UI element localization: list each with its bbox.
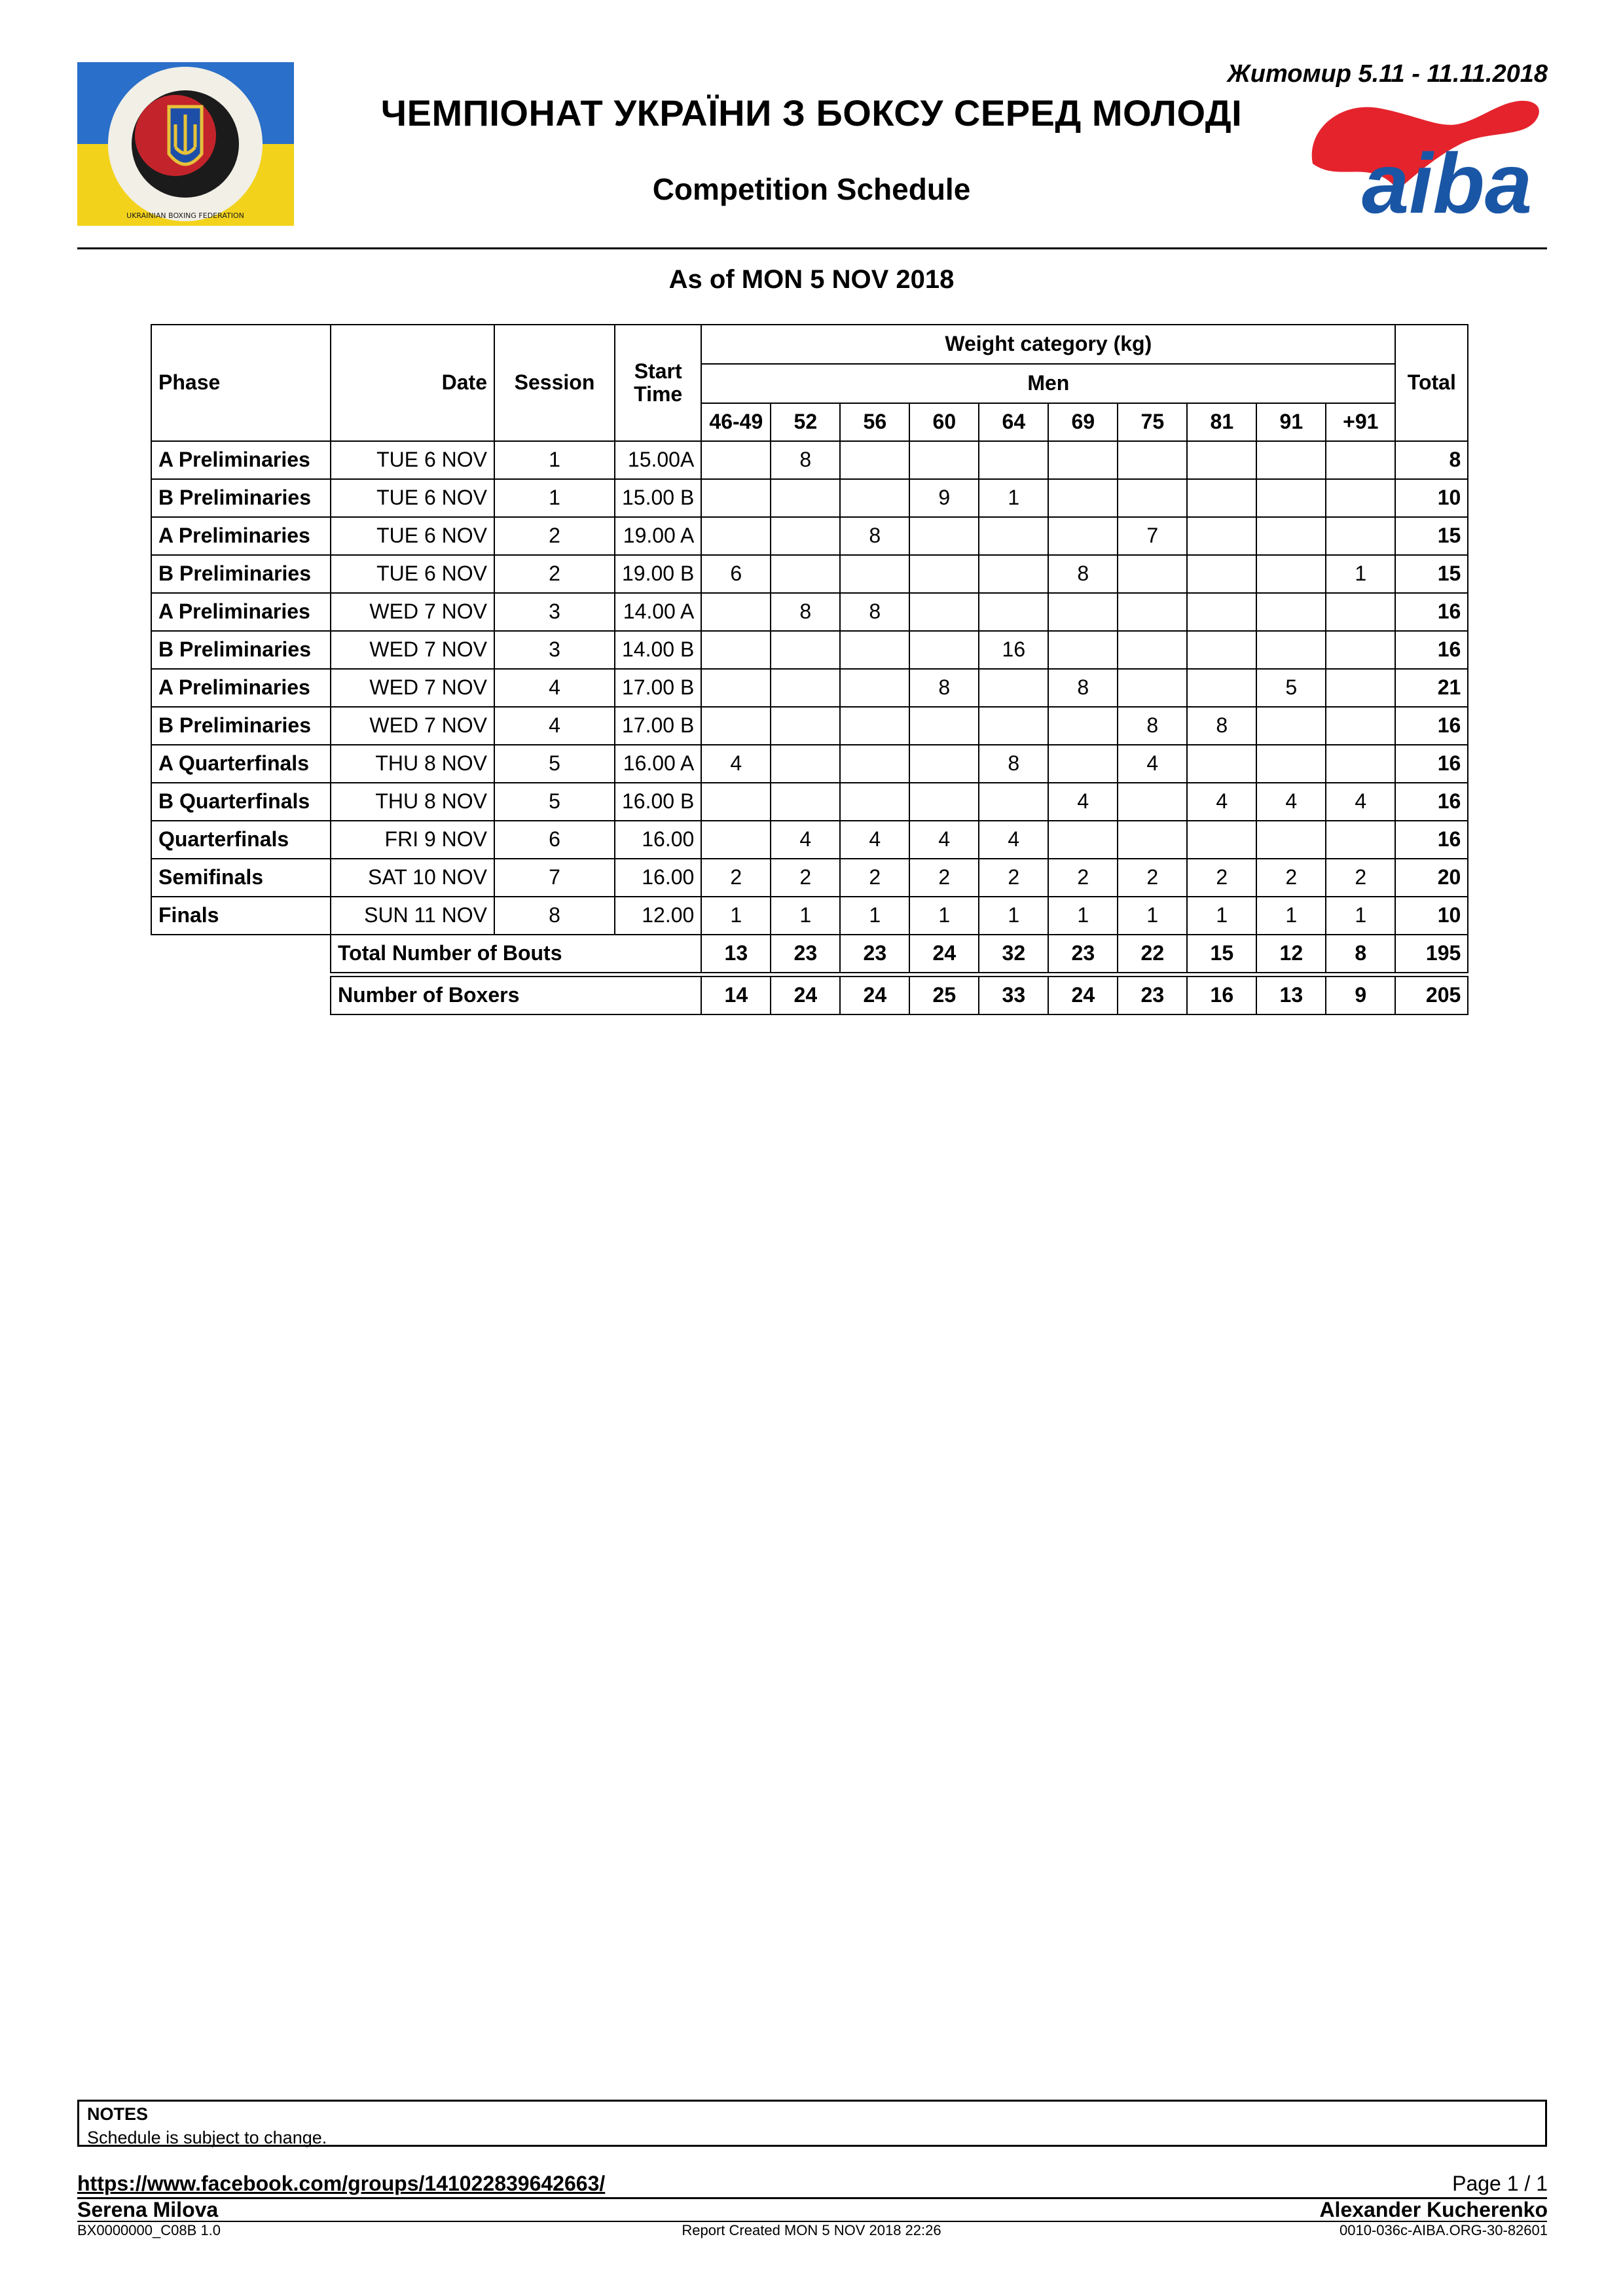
bouts-cell — [771, 669, 840, 707]
bouts-cell: 1 — [1326, 555, 1395, 593]
bouts-cell — [1256, 821, 1326, 859]
start-time-cell: 16.00 — [615, 821, 701, 859]
col-header-gender: Men — [701, 364, 1395, 403]
session-cell: 5 — [494, 783, 615, 821]
weight-header: +91 — [1326, 403, 1395, 441]
table-row — [151, 555, 1468, 593]
date-cell: TUE 6 NOV — [331, 479, 494, 517]
phase-cell: A Preliminaries — [151, 593, 331, 631]
phase-cell: B Preliminaries — [151, 479, 331, 517]
boxers-row-cell: 24 — [840, 977, 909, 1014]
total-bouts-row-cell: 15 — [1187, 935, 1256, 973]
row-total-cell: 16 — [1395, 593, 1468, 631]
row-total-cell: 16 — [1395, 745, 1468, 783]
bouts-cell — [771, 631, 840, 669]
bouts-cell — [701, 517, 771, 555]
footer-official-left: Serena Milova — [77, 2198, 219, 2221]
bouts-cell — [909, 517, 979, 555]
competition-schedule-table — [151, 324, 1468, 1015]
header-divider — [77, 247, 1547, 249]
bouts-cell: 1 — [1326, 897, 1395, 935]
bouts-cell — [840, 745, 909, 783]
bouts-cell — [701, 707, 771, 745]
page-number: Page 1 / 1 — [1452, 2172, 1548, 2195]
total-bouts-row-total: 195 — [1395, 935, 1468, 973]
bouts-cell — [1326, 593, 1395, 631]
bouts-cell: 1 — [979, 897, 1048, 935]
bouts-cell: 7 — [1118, 517, 1187, 555]
total-bouts-row-cell: 8 — [1326, 935, 1395, 973]
notes-box — [77, 2100, 1547, 2147]
phase-cell: B Preliminaries — [151, 631, 331, 669]
bouts-cell — [979, 783, 1048, 821]
bouts-cell: 4 — [1256, 783, 1326, 821]
bouts-cell — [1326, 479, 1395, 517]
table-row — [151, 783, 1468, 821]
total-bouts-row-cell: 23 — [1048, 935, 1118, 973]
start-time-cell: 19.00 A — [615, 517, 701, 555]
total-bouts-row-cell: 12 — [1256, 935, 1326, 973]
total-bouts-row-cell: 13 — [701, 935, 771, 973]
bouts-cell — [1187, 555, 1256, 593]
total-bouts-row-cell: 24 — [909, 935, 979, 973]
bouts-cell: 1 — [1256, 897, 1326, 935]
row-total-cell: 15 — [1395, 555, 1468, 593]
boxers-row-total: 205 — [1395, 977, 1468, 1014]
bouts-cell — [1187, 593, 1256, 631]
boxers-row-cell: 13 — [1256, 977, 1326, 1014]
footer-report-created: Report Created MON 5 NOV 2018 22:26 — [682, 2222, 941, 2238]
session-cell: 1 — [494, 441, 615, 479]
boxers-row-cell: 23 — [1118, 977, 1187, 1014]
bouts-cell — [1326, 669, 1395, 707]
weight-header: 52 — [771, 403, 840, 441]
start-time-cell: 15.00A — [615, 441, 701, 479]
bouts-cell — [1118, 441, 1187, 479]
col-header-session: Session — [494, 325, 615, 441]
start-time-cell: 16.00 — [615, 859, 701, 897]
phase-cell: A Preliminaries — [151, 669, 331, 707]
weight-header: 75 — [1118, 403, 1187, 441]
bouts-cell — [1187, 745, 1256, 783]
table-row — [151, 593, 1468, 631]
footer-reference-code: 0010-036c-AIBA.ORG-30-82601 — [1340, 2222, 1548, 2238]
weight-header: 60 — [909, 403, 979, 441]
table-row — [151, 707, 1468, 745]
session-cell: 8 — [494, 897, 615, 935]
row-total-cell: 16 — [1395, 783, 1468, 821]
bouts-cell — [1326, 441, 1395, 479]
footer-url-link[interactable]: https://www.facebook.com/groups/141022839642663/ — [77, 2172, 606, 2195]
date-cell: TUE 6 NOV — [331, 441, 494, 479]
bouts-cell — [771, 707, 840, 745]
bouts-cell — [1326, 631, 1395, 669]
bouts-cell: 4 — [909, 821, 979, 859]
blank-cell — [151, 935, 331, 973]
bouts-cell: 8 — [771, 593, 840, 631]
bouts-cell — [1256, 555, 1326, 593]
row-total-cell: 16 — [1395, 707, 1468, 745]
bouts-cell — [1187, 479, 1256, 517]
start-time-cell: 16.00 A — [615, 745, 701, 783]
bouts-cell — [771, 783, 840, 821]
bouts-cell: 2 — [1187, 859, 1256, 897]
as-of-date: As of MON 5 NOV 2018 — [668, 265, 955, 294]
row-total-cell: 15 — [1395, 517, 1468, 555]
bouts-cell — [979, 441, 1048, 479]
bouts-cell: 1 — [909, 897, 979, 935]
bouts-cell: 2 — [771, 859, 840, 897]
date-cell: THU 8 NOV — [331, 745, 494, 783]
weight-header: 81 — [1187, 403, 1256, 441]
bouts-cell: 2 — [909, 859, 979, 897]
bouts-cell: 2 — [1326, 859, 1395, 897]
bouts-cell: 16 — [979, 631, 1048, 669]
bouts-cell — [909, 441, 979, 479]
bouts-cell: 2 — [979, 859, 1048, 897]
bouts-cell: 8 — [1048, 669, 1118, 707]
row-total-cell: 20 — [1395, 859, 1468, 897]
bouts-cell — [840, 441, 909, 479]
bouts-cell — [701, 783, 771, 821]
weight-header: 64 — [979, 403, 1048, 441]
bouts-cell — [909, 707, 979, 745]
session-cell: 3 — [494, 593, 615, 631]
bouts-cell — [1326, 821, 1395, 859]
session-cell: 2 — [494, 555, 615, 593]
total-bouts-row-cell: 23 — [840, 935, 909, 973]
weight-header: 69 — [1048, 403, 1118, 441]
phase-cell: B Preliminaries — [151, 707, 331, 745]
bouts-cell — [840, 631, 909, 669]
bouts-cell: 1 — [1187, 897, 1256, 935]
phase-cell: Finals — [151, 897, 331, 935]
bouts-cell — [1118, 593, 1187, 631]
bouts-cell — [1118, 669, 1187, 707]
bouts-cell: 1 — [1118, 897, 1187, 935]
bouts-cell — [1048, 441, 1118, 479]
schedule-body — [151, 441, 1468, 1014]
bouts-cell — [909, 593, 979, 631]
phase-cell: A Preliminaries — [151, 517, 331, 555]
weight-header: 46-49 — [701, 403, 771, 441]
table-row — [151, 441, 1468, 479]
phase-cell: A Quarterfinals — [151, 745, 331, 783]
date-cell: WED 7 NOV — [331, 707, 494, 745]
bouts-cell — [840, 669, 909, 707]
bouts-cell — [1256, 517, 1326, 555]
phase-cell: Semifinals — [151, 859, 331, 897]
bouts-cell — [1118, 555, 1187, 593]
bouts-cell — [979, 669, 1048, 707]
row-total-cell: 16 — [1395, 631, 1468, 669]
date-cell: WED 7 NOV — [331, 593, 494, 631]
boxers-row-cell: 24 — [771, 977, 840, 1014]
session-cell: 7 — [494, 859, 615, 897]
bouts-cell: 1 — [771, 897, 840, 935]
start-time-cell: 14.00 A — [615, 593, 701, 631]
bouts-cell: 1 — [840, 897, 909, 935]
bouts-cell — [701, 821, 771, 859]
phase-cell: B Preliminaries — [151, 555, 331, 593]
col-header-total: Total — [1395, 325, 1468, 441]
boxers-row-cell: 25 — [909, 977, 979, 1014]
total-bouts-row-cell: 22 — [1118, 935, 1187, 973]
date-cell: SAT 10 NOV — [331, 859, 494, 897]
bouts-cell — [1256, 745, 1326, 783]
bouts-cell: 8 — [840, 517, 909, 555]
total-bouts-row-cell: 32 — [979, 935, 1048, 973]
bouts-cell: 8 — [1048, 555, 1118, 593]
col-header-phase: Phase — [151, 325, 331, 441]
boxers-row-cell: 24 — [1048, 977, 1118, 1014]
bouts-cell: 2 — [1048, 859, 1118, 897]
row-total-cell: 10 — [1395, 897, 1468, 935]
total-bouts-row-cell: 23 — [771, 935, 840, 973]
start-time-cell: 14.00 B — [615, 631, 701, 669]
bouts-cell — [1048, 707, 1118, 745]
bouts-cell — [1048, 631, 1118, 669]
svg-text:UKRAINIAN BOXING FEDERATION: UKRAINIAN BOXING FEDERATION — [126, 211, 244, 220]
total-bouts-row — [151, 935, 1468, 973]
bouts-cell — [701, 631, 771, 669]
date-cell: SUN 11 NOV — [331, 897, 494, 935]
boxers-row-label: Number of Boxers — [331, 977, 701, 1014]
footer-document-code: BX0000000_C08B 1.0 — [77, 2222, 221, 2238]
row-total-cell: 10 — [1395, 479, 1468, 517]
bouts-cell: 2 — [701, 859, 771, 897]
bouts-cell: 4 — [771, 821, 840, 859]
table-row — [151, 631, 1468, 669]
bouts-cell: 8 — [979, 745, 1048, 783]
notes-text: Schedule is subject to change. — [87, 2128, 327, 2147]
bouts-cell — [840, 783, 909, 821]
bouts-cell — [840, 707, 909, 745]
start-time-cell: 16.00 B — [615, 783, 701, 821]
bouts-cell: 1 — [1048, 897, 1118, 935]
bouts-cell — [1118, 479, 1187, 517]
col-header-weight-category: Weight category (kg) — [701, 325, 1395, 364]
date-cell: FRI 9 NOV — [331, 821, 494, 859]
bouts-cell — [909, 555, 979, 593]
start-time-cell: 17.00 B — [615, 669, 701, 707]
bouts-cell: 8 — [1118, 707, 1187, 745]
report-title: Competition Schedule — [652, 172, 971, 206]
date-cell: THU 8 NOV — [331, 783, 494, 821]
bouts-cell: 4 — [1118, 745, 1187, 783]
session-cell: 1 — [494, 479, 615, 517]
bouts-cell — [909, 745, 979, 783]
bouts-cell — [1048, 517, 1118, 555]
bouts-cell — [979, 593, 1048, 631]
bouts-cell — [1048, 745, 1118, 783]
bouts-cell: 4 — [1326, 783, 1395, 821]
bouts-cell: 1 — [979, 479, 1048, 517]
start-time-cell: 17.00 B — [615, 707, 701, 745]
bouts-cell — [1256, 707, 1326, 745]
col-header-date: Date — [331, 325, 494, 441]
weight-header: 91 — [1256, 403, 1326, 441]
table-row — [151, 821, 1468, 859]
bouts-cell — [909, 631, 979, 669]
table-row — [151, 897, 1468, 935]
bouts-cell — [771, 745, 840, 783]
date-cell: TUE 6 NOV — [331, 517, 494, 555]
bouts-cell: 4 — [1048, 783, 1118, 821]
bouts-cell — [1256, 631, 1326, 669]
bouts-cell: 9 — [909, 479, 979, 517]
boxers-row-cell: 33 — [979, 977, 1048, 1014]
bouts-cell — [701, 593, 771, 631]
bouts-cell — [1256, 441, 1326, 479]
bouts-cell — [979, 707, 1048, 745]
phase-cell: A Preliminaries — [151, 441, 331, 479]
bouts-cell — [1256, 479, 1326, 517]
blank-cell — [151, 977, 331, 1014]
bouts-cell: 6 — [701, 555, 771, 593]
bouts-cell — [1187, 669, 1256, 707]
event-title: ЧЕМПІОНАТ УКРАЇНИ З БОКСУ СЕРЕД МОЛОДІ — [380, 92, 1243, 134]
boxers-row-cell: 16 — [1187, 977, 1256, 1014]
session-cell: 4 — [494, 707, 615, 745]
boxers-row-cell: 9 — [1326, 977, 1395, 1014]
bouts-cell — [1326, 745, 1395, 783]
bouts-cell: 8 — [909, 669, 979, 707]
svg-text:aiba: aiba — [1362, 135, 1533, 223]
phase-cell: Quarterfinals — [151, 821, 331, 859]
session-cell: 5 — [494, 745, 615, 783]
total-bouts-row-label: Total Number of Bouts — [331, 935, 701, 973]
row-total-cell: 16 — [1395, 821, 1468, 859]
bouts-cell: 2 — [1118, 859, 1187, 897]
bouts-cell — [1187, 441, 1256, 479]
date-cell: WED 7 NOV — [331, 631, 494, 669]
bouts-cell — [840, 555, 909, 593]
notes-title: NOTES — [87, 2104, 149, 2124]
session-cell: 2 — [494, 517, 615, 555]
bouts-cell — [1048, 593, 1118, 631]
table-row — [151, 517, 1468, 555]
bouts-cell — [771, 517, 840, 555]
bouts-cell — [1326, 707, 1395, 745]
bouts-cell: 8 — [771, 441, 840, 479]
bouts-cell: 4 — [701, 745, 771, 783]
row-total-cell: 8 — [1395, 441, 1468, 479]
bouts-cell — [701, 479, 771, 517]
bouts-cell — [1118, 783, 1187, 821]
bouts-cell: 4 — [840, 821, 909, 859]
footer-official-right: Alexander Kucherenko — [1319, 2198, 1548, 2221]
bouts-cell — [1187, 517, 1256, 555]
bouts-cell — [979, 555, 1048, 593]
weight-header: 56 — [840, 403, 909, 441]
bouts-cell — [1048, 821, 1118, 859]
phase-cell: B Quarterfinals — [151, 783, 331, 821]
bouts-cell: 4 — [979, 821, 1048, 859]
bouts-cell — [1048, 479, 1118, 517]
bouts-cell — [1256, 593, 1326, 631]
session-cell: 6 — [494, 821, 615, 859]
session-cell: 3 — [494, 631, 615, 669]
table-row — [151, 479, 1468, 517]
table-row — [151, 669, 1468, 707]
bouts-cell — [701, 441, 771, 479]
event-city-date: Житомир 5.11 - 11.11.2018 — [1227, 60, 1548, 88]
start-time-cell: 15.00 B — [615, 479, 701, 517]
bouts-cell: 4 — [1187, 783, 1256, 821]
bouts-cell — [771, 479, 840, 517]
col-header-start-time: Start Time — [615, 325, 701, 441]
date-cell: WED 7 NOV — [331, 669, 494, 707]
bouts-cell — [1326, 517, 1395, 555]
bouts-cell — [1187, 821, 1256, 859]
bouts-cell — [1118, 631, 1187, 669]
bouts-cell — [771, 555, 840, 593]
row-total-cell: 21 — [1395, 669, 1468, 707]
bouts-cell — [701, 669, 771, 707]
bouts-cell: 1 — [701, 897, 771, 935]
bouts-cell — [979, 517, 1048, 555]
bouts-cell — [1187, 631, 1256, 669]
bouts-cell: 8 — [1187, 707, 1256, 745]
start-time-cell: 19.00 B — [615, 555, 701, 593]
boxers-row-cell: 14 — [701, 977, 771, 1014]
table-row — [151, 745, 1468, 783]
boxers-row — [151, 977, 1468, 1014]
bouts-cell: 2 — [840, 859, 909, 897]
bouts-cell: 8 — [840, 593, 909, 631]
start-time-cell: 12.00 — [615, 897, 701, 935]
bouts-cell — [909, 783, 979, 821]
session-cell: 4 — [494, 669, 615, 707]
bouts-cell — [840, 479, 909, 517]
bouts-cell — [1118, 821, 1187, 859]
date-cell: TUE 6 NOV — [331, 555, 494, 593]
bouts-cell: 2 — [1256, 859, 1326, 897]
table-row — [151, 859, 1468, 897]
bouts-cell: 5 — [1256, 669, 1326, 707]
